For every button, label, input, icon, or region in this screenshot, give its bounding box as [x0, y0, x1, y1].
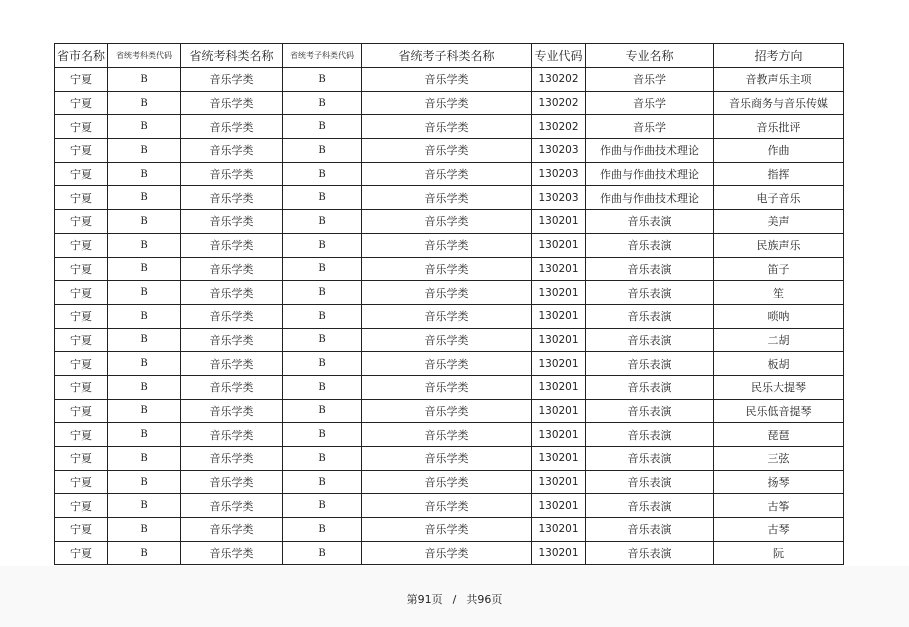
- cell-category-code: B: [108, 352, 181, 376]
- cell-category-name: 音乐学类: [181, 257, 283, 281]
- cell-province: 宁夏: [55, 281, 108, 305]
- cell-major-code: 130201: [532, 470, 586, 494]
- cell-direction: 扬琴: [714, 470, 844, 494]
- cell-category-code: B: [108, 375, 181, 399]
- cell-subcategory-name: 音乐学类: [362, 233, 532, 257]
- table-row: [55, 423, 844, 447]
- cell-direction: 二胡: [714, 328, 844, 352]
- cell-major-name: 音乐学: [586, 115, 714, 139]
- cell-category-name: 音乐学类: [181, 423, 283, 447]
- cell-major-code: 130201: [532, 352, 586, 376]
- table-row: [55, 233, 844, 257]
- cell-subcategory-name: 音乐学类: [362, 91, 532, 115]
- table-row: [55, 375, 844, 399]
- cell-subcategory-code: B: [283, 186, 362, 210]
- cell-category-code: B: [108, 281, 181, 305]
- cell-subcategory-code: B: [283, 257, 362, 281]
- cell-province: 宁夏: [55, 447, 108, 471]
- cell-major-name: 音乐表演: [586, 233, 714, 257]
- cell-subcategory-name: 音乐学类: [362, 257, 532, 281]
- cell-category-code: B: [108, 399, 181, 423]
- table-row: [55, 257, 844, 281]
- cell-major-code: 130203: [532, 139, 586, 163]
- cell-subcategory-name: 音乐学类: [362, 210, 532, 234]
- header-subcategory-name: 省统考子科类名称: [362, 44, 532, 68]
- cell-major-name: 音乐表演: [586, 399, 714, 423]
- cell-province: 宁夏: [55, 518, 108, 542]
- table-row: [55, 68, 844, 92]
- table-row: [55, 91, 844, 115]
- table-row: [55, 115, 844, 139]
- cell-major-code: 130201: [532, 304, 586, 328]
- cell-subcategory-name: 音乐学类: [362, 470, 532, 494]
- header-row: [55, 44, 844, 68]
- cell-category-name: 音乐学类: [181, 352, 283, 376]
- cell-major-name: 音乐表演: [586, 494, 714, 518]
- cell-category-name: 音乐学类: [181, 375, 283, 399]
- table-row: [55, 447, 844, 471]
- cell-category-code: B: [108, 91, 181, 115]
- cell-major-name: 音乐表演: [586, 352, 714, 376]
- table-row: [55, 328, 844, 352]
- header-category-name: 省统考科类名称: [181, 44, 283, 68]
- table-row: [55, 352, 844, 376]
- cell-subcategory-code: B: [283, 423, 362, 447]
- cell-category-code: B: [108, 186, 181, 210]
- table-row: [55, 541, 844, 565]
- cell-subcategory-name: 音乐学类: [362, 541, 532, 565]
- cell-category-name: 音乐学类: [181, 186, 283, 210]
- cell-category-code: B: [108, 494, 181, 518]
- cell-major-code: 130201: [532, 281, 586, 305]
- cell-major-code: 130201: [532, 328, 586, 352]
- cell-major-code: 130201: [532, 541, 586, 565]
- header-major-code: 专业代码: [532, 44, 586, 68]
- cell-direction: 音乐批评: [714, 115, 844, 139]
- cell-subcategory-name: 音乐学类: [362, 186, 532, 210]
- cell-major-code: 130203: [532, 162, 586, 186]
- header-subcategory-code: 省统考子科类代码: [283, 44, 362, 68]
- cell-major-name: 音乐表演: [586, 210, 714, 234]
- cell-subcategory-name: 音乐学类: [362, 494, 532, 518]
- cell-category-name: 音乐学类: [181, 399, 283, 423]
- cell-direction: 电子音乐: [714, 186, 844, 210]
- cell-subcategory-code: B: [283, 518, 362, 542]
- cell-subcategory-code: B: [283, 115, 362, 139]
- cell-category-code: B: [108, 68, 181, 92]
- table-row: [55, 162, 844, 186]
- cell-subcategory-code: B: [283, 541, 362, 565]
- cell-category-name: 音乐学类: [181, 210, 283, 234]
- cell-province: 宁夏: [55, 233, 108, 257]
- cell-major-name: 音乐表演: [586, 447, 714, 471]
- cell-major-name: 音乐表演: [586, 423, 714, 447]
- cell-major-name: 作曲与作曲技术理论: [586, 139, 714, 163]
- table-row: [55, 304, 844, 328]
- cell-province: 宁夏: [55, 68, 108, 92]
- cell-major-code: 130201: [532, 210, 586, 234]
- total-pages: 共96页: [466, 593, 503, 606]
- table-row: [55, 399, 844, 423]
- cell-major-name: 音乐表演: [586, 541, 714, 565]
- cell-major-code: 130201: [532, 375, 586, 399]
- cell-major-code: 130201: [532, 518, 586, 542]
- table-row: [55, 210, 844, 234]
- cell-subcategory-name: 音乐学类: [362, 375, 532, 399]
- table-row: [55, 494, 844, 518]
- cell-subcategory-code: B: [283, 399, 362, 423]
- cell-subcategory-name: 音乐学类: [362, 162, 532, 186]
- cell-category-code: B: [108, 233, 181, 257]
- cell-major-code: 130202: [532, 91, 586, 115]
- cell-major-code: 130201: [532, 399, 586, 423]
- cell-category-name: 音乐学类: [181, 518, 283, 542]
- cell-major-name: 音乐表演: [586, 304, 714, 328]
- cell-province: 宁夏: [55, 375, 108, 399]
- cell-subcategory-code: B: [283, 233, 362, 257]
- cell-province: 宁夏: [55, 91, 108, 115]
- cell-subcategory-name: 音乐学类: [362, 68, 532, 92]
- cell-category-code: B: [108, 210, 181, 234]
- cell-major-code: 130201: [532, 447, 586, 471]
- cell-province: 宁夏: [55, 186, 108, 210]
- cell-province: 宁夏: [55, 210, 108, 234]
- cell-direction: 民乐大提琴: [714, 375, 844, 399]
- cell-category-code: B: [108, 304, 181, 328]
- cell-major-name: 音乐学: [586, 91, 714, 115]
- cell-category-name: 音乐学类: [181, 162, 283, 186]
- cell-category-name: 音乐学类: [181, 494, 283, 518]
- cell-province: 宁夏: [55, 352, 108, 376]
- cell-province: 宁夏: [55, 257, 108, 281]
- cell-direction: 笙: [714, 281, 844, 305]
- cell-direction: 民族声乐: [714, 233, 844, 257]
- cell-subcategory-name: 音乐学类: [362, 423, 532, 447]
- cell-major-code: 130201: [532, 257, 586, 281]
- cell-direction: 阮: [714, 541, 844, 565]
- cell-category-name: 音乐学类: [181, 328, 283, 352]
- cell-category-name: 音乐学类: [181, 68, 283, 92]
- cell-category-name: 音乐学类: [181, 233, 283, 257]
- cell-category-code: B: [108, 470, 181, 494]
- cell-major-code: 130201: [532, 233, 586, 257]
- cell-province: 宁夏: [55, 328, 108, 352]
- table-row: [55, 470, 844, 494]
- cell-subcategory-name: 音乐学类: [362, 139, 532, 163]
- cell-direction: 板胡: [714, 352, 844, 376]
- table-row: [55, 281, 844, 305]
- cell-major-code: 130202: [532, 115, 586, 139]
- cell-subcategory-name: 音乐学类: [362, 304, 532, 328]
- cell-category-name: 音乐学类: [181, 281, 283, 305]
- cell-province: 宁夏: [55, 115, 108, 139]
- cell-subcategory-name: 音乐学类: [362, 399, 532, 423]
- cell-province: 宁夏: [55, 304, 108, 328]
- cell-subcategory-code: B: [283, 91, 362, 115]
- cell-major-name: 音乐学: [586, 68, 714, 92]
- cell-subcategory-name: 音乐学类: [362, 518, 532, 542]
- cell-major-name: 音乐表演: [586, 328, 714, 352]
- cell-province: 宁夏: [55, 399, 108, 423]
- table-row: [55, 139, 844, 163]
- cell-province: 宁夏: [55, 423, 108, 447]
- cell-direction: 古筝: [714, 494, 844, 518]
- cell-subcategory-code: B: [283, 470, 362, 494]
- cell-major-name: 作曲与作曲技术理论: [586, 186, 714, 210]
- cell-province: 宁夏: [55, 494, 108, 518]
- cell-province: 宁夏: [55, 470, 108, 494]
- cell-category-code: B: [108, 115, 181, 139]
- cell-category-code: B: [108, 518, 181, 542]
- cell-direction: 美声: [714, 210, 844, 234]
- cell-province: 宁夏: [55, 541, 108, 565]
- cell-major-code: 130201: [532, 423, 586, 447]
- table-row: [55, 518, 844, 542]
- header-province: 省市名称: [55, 44, 108, 68]
- cell-subcategory-code: B: [283, 375, 362, 399]
- cell-major-code: 130203: [532, 186, 586, 210]
- cell-subcategory-name: 音乐学类: [362, 352, 532, 376]
- cell-subcategory-code: B: [283, 328, 362, 352]
- cell-subcategory-code: B: [283, 494, 362, 518]
- cell-category-name: 音乐学类: [181, 91, 283, 115]
- admissions-table: [54, 43, 844, 565]
- cell-major-name: 音乐表演: [586, 518, 714, 542]
- cell-major-name: 音乐表演: [586, 257, 714, 281]
- cell-major-name: 音乐表演: [586, 470, 714, 494]
- cell-category-code: B: [108, 328, 181, 352]
- cell-subcategory-code: B: [283, 139, 362, 163]
- cell-subcategory-code: B: [283, 281, 362, 305]
- cell-subcategory-name: 音乐学类: [362, 115, 532, 139]
- cell-category-code: B: [108, 541, 181, 565]
- page-separator: /: [452, 593, 457, 606]
- cell-category-code: B: [108, 447, 181, 471]
- cell-direction: 指挥: [714, 162, 844, 186]
- cell-subcategory-code: B: [283, 162, 362, 186]
- cell-province: 宁夏: [55, 162, 108, 186]
- cell-category-name: 音乐学类: [181, 304, 283, 328]
- cell-direction: 音乐商务与音乐传媒: [714, 91, 844, 115]
- cell-category-name: 音乐学类: [181, 541, 283, 565]
- header-direction: 招考方向: [714, 44, 844, 68]
- cell-category-code: B: [108, 257, 181, 281]
- cell-direction: 古琴: [714, 518, 844, 542]
- cell-direction: 笛子: [714, 257, 844, 281]
- cell-category-name: 音乐学类: [181, 139, 283, 163]
- cell-province: 宁夏: [55, 139, 108, 163]
- cell-subcategory-code: B: [283, 68, 362, 92]
- cell-direction: 作曲: [714, 139, 844, 163]
- cell-subcategory-code: B: [283, 210, 362, 234]
- cell-category-name: 音乐学类: [181, 115, 283, 139]
- header-major-name: 专业名称: [586, 44, 714, 68]
- cell-subcategory-code: B: [283, 447, 362, 471]
- header-category-code: 省统考科类代码: [108, 44, 181, 68]
- cell-category-code: B: [108, 423, 181, 447]
- table-row: [55, 186, 844, 210]
- cell-subcategory-name: 音乐学类: [362, 447, 532, 471]
- cell-major-name: 音乐表演: [586, 281, 714, 305]
- cell-direction: 音教声乐主项: [714, 68, 844, 92]
- cell-direction: 唢呐: [714, 304, 844, 328]
- cell-subcategory-code: B: [283, 352, 362, 376]
- cell-category-name: 音乐学类: [181, 447, 283, 471]
- cell-subcategory-name: 音乐学类: [362, 281, 532, 305]
- cell-direction: 三弦: [714, 447, 844, 471]
- cell-direction: 民乐低音提琴: [714, 399, 844, 423]
- current-page: 第91页: [406, 593, 443, 606]
- cell-major-name: 音乐表演: [586, 375, 714, 399]
- page-footer: [0, 591, 909, 607]
- cell-direction: 琵琶: [714, 423, 844, 447]
- cell-category-code: B: [108, 139, 181, 163]
- cell-major-code: 130201: [532, 494, 586, 518]
- cell-subcategory-code: B: [283, 304, 362, 328]
- cell-subcategory-name: 音乐学类: [362, 328, 532, 352]
- cell-category-code: B: [108, 162, 181, 186]
- cell-major-code: 130202: [532, 68, 586, 92]
- cell-category-name: 音乐学类: [181, 470, 283, 494]
- cell-major-name: 作曲与作曲技术理论: [586, 162, 714, 186]
